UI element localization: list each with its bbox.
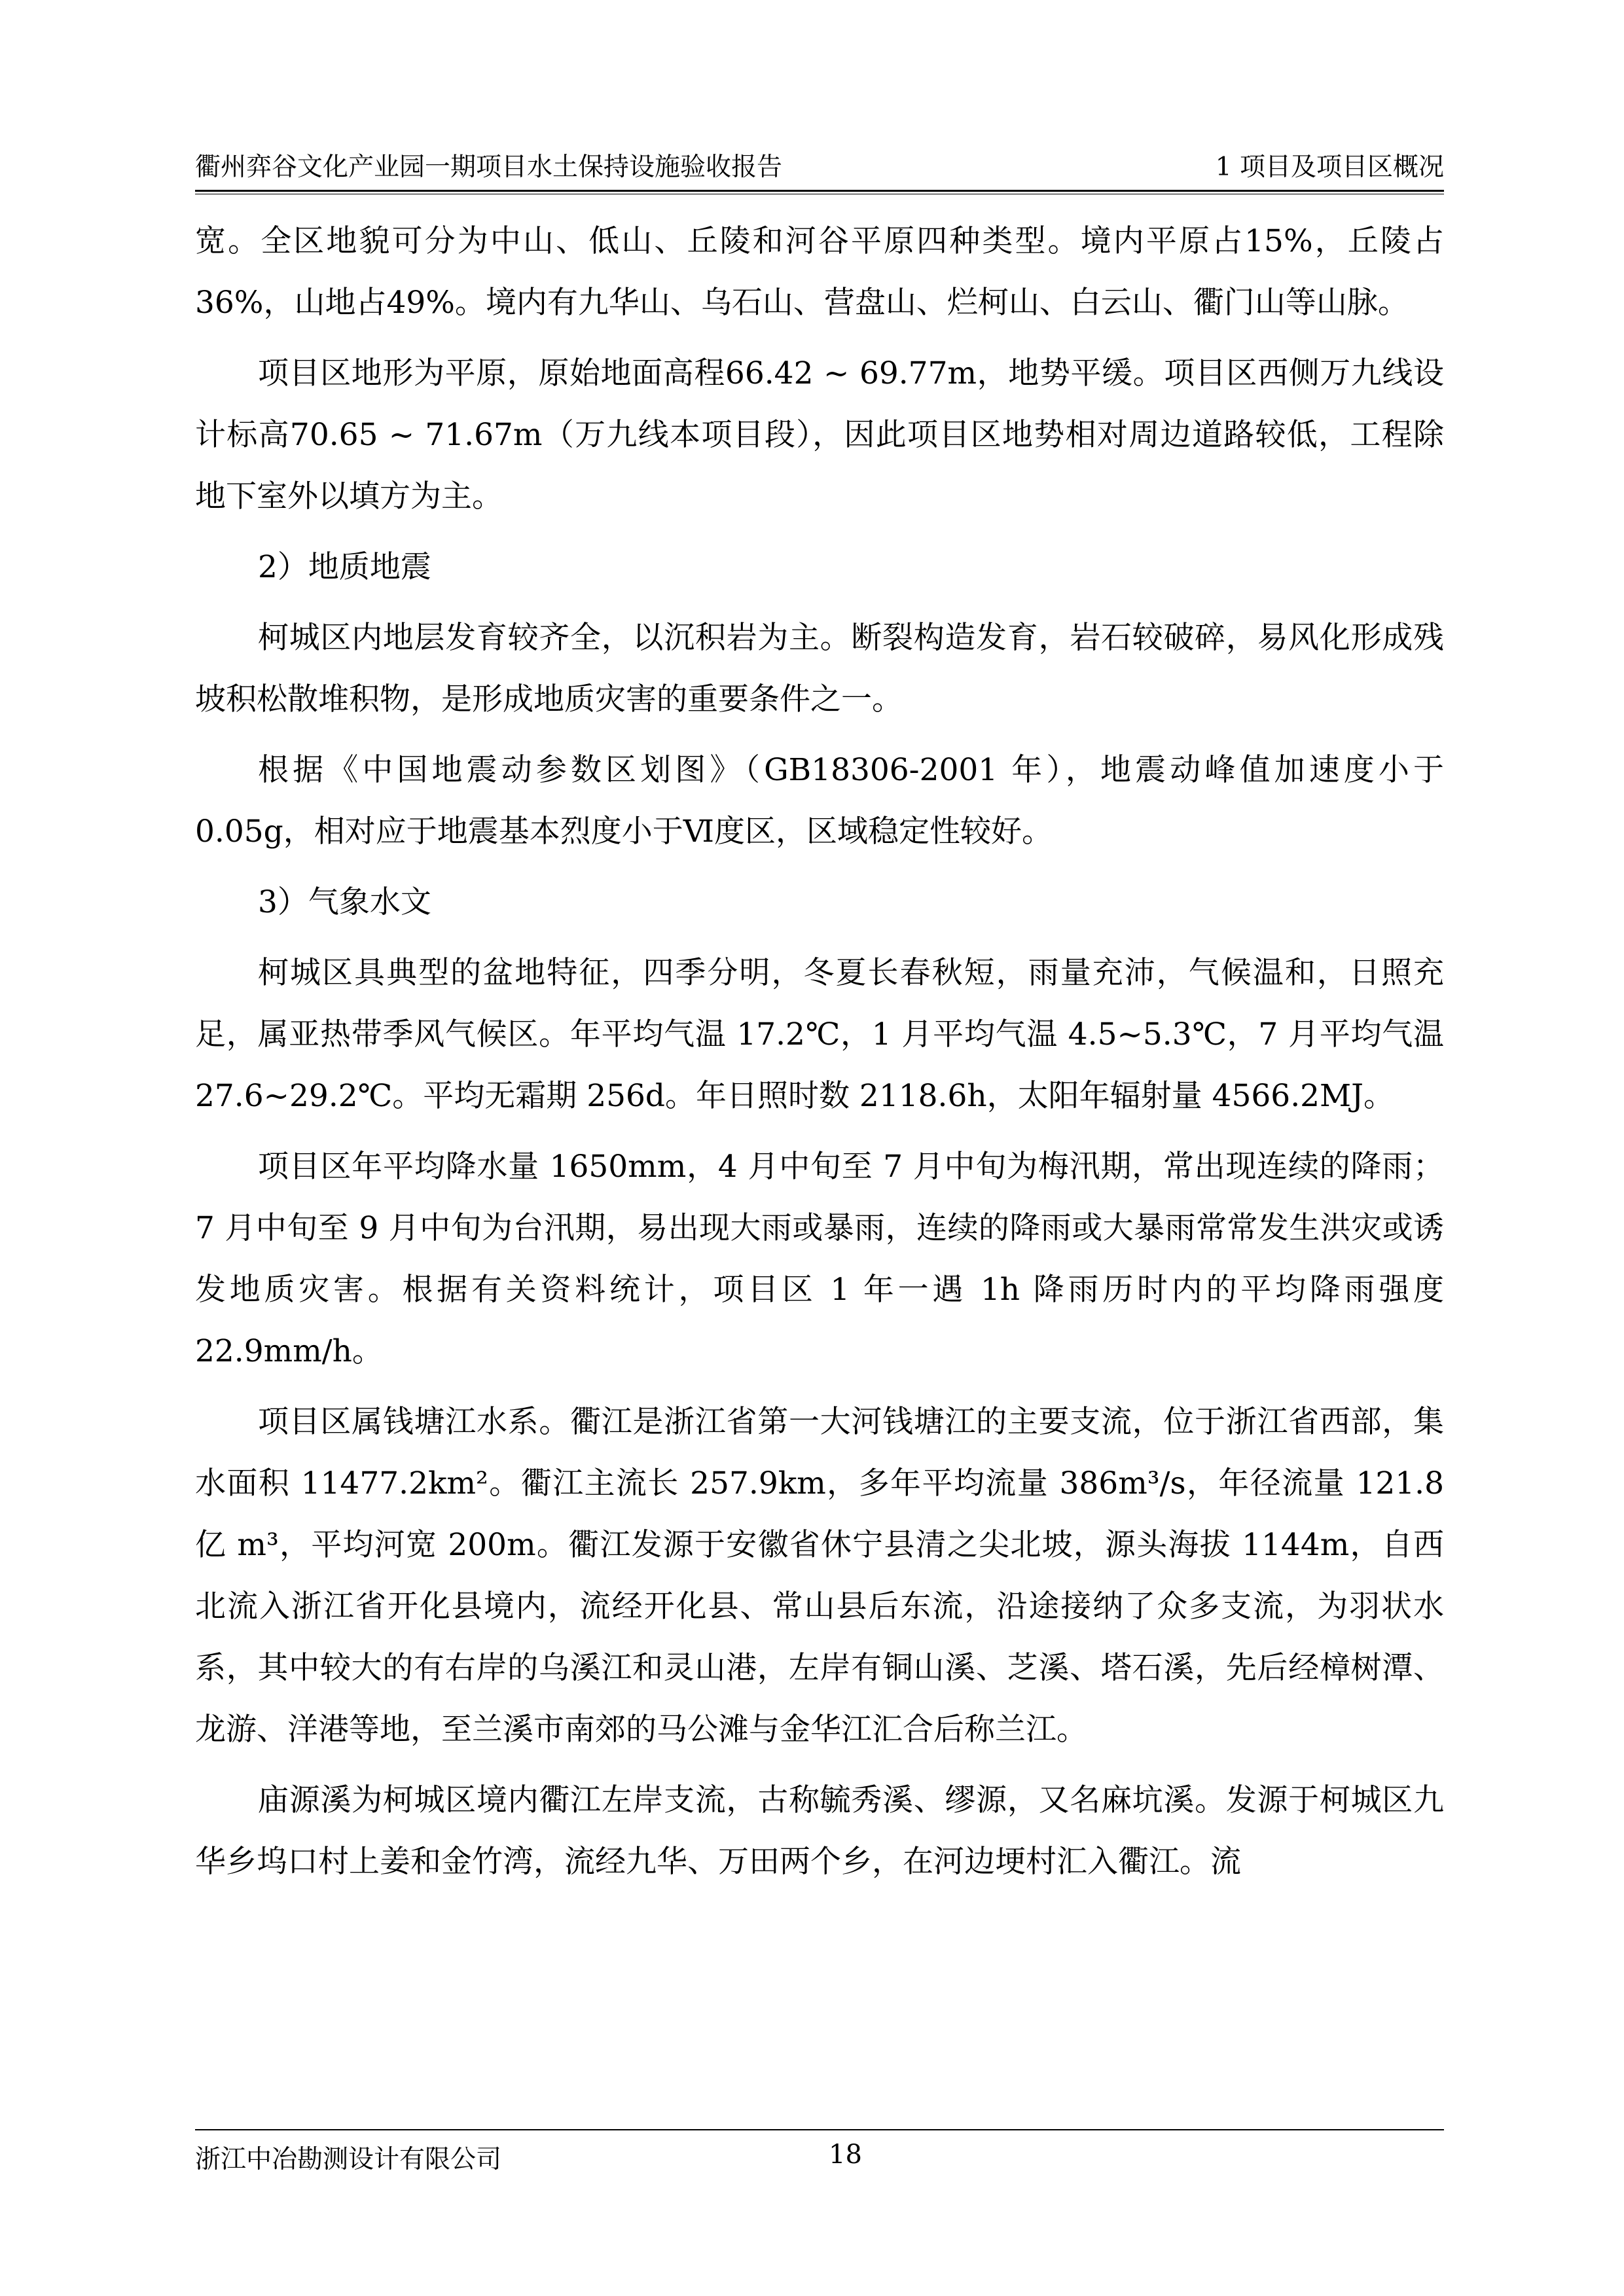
subheading-climate: 3）气象水文 — [258, 884, 431, 920]
chapter-title: 1 项目及项目区概况 — [1215, 152, 1444, 182]
subheading-geology: 2）地质地震 — [258, 549, 431, 585]
paragraph-miaoyuan-stream: 庙源溪为柯城区境内衢江左岸支流，古称毓秀溪、缪源，又名麻坑溪。发源于柯城区九华乡坞口村上姜和金竹湾，流经九华、万田两个乡，在河边埂村汇入衢江。流 — [195, 1782, 1444, 1880]
paragraph-terrain-continued: 宽。全区地貌可分为中山、低山、丘陵和河谷平原四种类型。境内平原占15%，丘陵占36%，山地占49%。境内有九华山、乌石山、营盘山、烂柯山、白云山、衢门山等山脉。 — [195, 223, 1444, 321]
page-footer — [195, 2135, 1444, 2174]
paragraph-earthquake: 根据《中国地震动参数区划图》（GB18306-2001 年），地震动峰值加速度小于 0.05g，相对应于地震基本烈度小于Ⅵ度区，区域稳定性较好。 — [195, 752, 1444, 850]
paragraph-climate: 柯城区具典型的盆地特征，四季分明，冬夏长春秋短，雨量充沛，气候温和，日照充足，属亚热带季风气候区。年平均气温 17.2℃，1 月平均气温 4.5~5.3℃，7 月平均气温 27.6~29.2℃。平均无霜期 256d。年日照时数 2118.6h，太阳年辐射量 4566.2MJ。 — [195, 955, 1444, 1114]
page-number: 18 — [829, 2140, 862, 2170]
paragraph-project-terrain: 项目区地形为平原，原始地面高程66.42 ~ 69.77m，地势平缓。项目区西侧万九线设计标高70.65 ~ 71.67m（万九线本项目段），因此项目区地势相对周边道路较低，工程除地下室外以填方为主。 — [195, 355, 1444, 514]
company-name: 浙江中冶勘测设计有限公司 — [195, 2145, 502, 2174]
paragraph-rainfall: 项目区年平均降水量 1650mm，4 月中旬至 7 月中旬为梅汛期，常出现连续的降雨；7 月中旬至 9 月中旬为台汛期，易出现大雨或暴雨，连续的降雨或大暴雨常常发生洪灾或诱发地质灾害。根据有关资料统计，项目区 1 年一遇 1h 降雨历时内的平均降雨强度 22.9mm/h。 — [195, 1149, 1444, 1369]
header-divider — [195, 190, 1444, 194]
paragraph-geology: 柯城区内地层发育较齐全，以沉积岩为主。断裂构造发育，岩石较破碎，易风化形成残坡积松散堆积物，是形成地质灾害的重要条件之一。 — [195, 620, 1444, 717]
body-text — [195, 211, 1444, 1902]
footer-divider — [195, 2129, 1444, 2130]
page-header — [195, 148, 1444, 187]
report-title: 衢州弈谷文化产业园一期项目水土保持设施验收报告 — [195, 152, 783, 182]
paragraph-water-system: 项目区属钱塘江水系。衢江是浙江省第一大河钱塘江的主要支流，位于浙江省西部，集水面积 11477.2km²。衢江主流长 257.9km，多年平均流量 386m³/s，年径流量 121.8 亿 m³，平均河宽 200m。衢江发源于安徽省休宁县清之尖北坡，源头海拔 1144m，自西北流入浙江省开化县境内，流经开化县、常山县后东流，沿途接纳了众多支流，为羽状水系，其中较大的有右岸的乌溪江和灵山港，左岸有铜山溪、芝溪、塔石溪，先后经樟树潭、龙游、洋港等地，至兰溪市南郊的马公滩与金华江汇合后称兰江。 — [195, 1404, 1444, 1748]
